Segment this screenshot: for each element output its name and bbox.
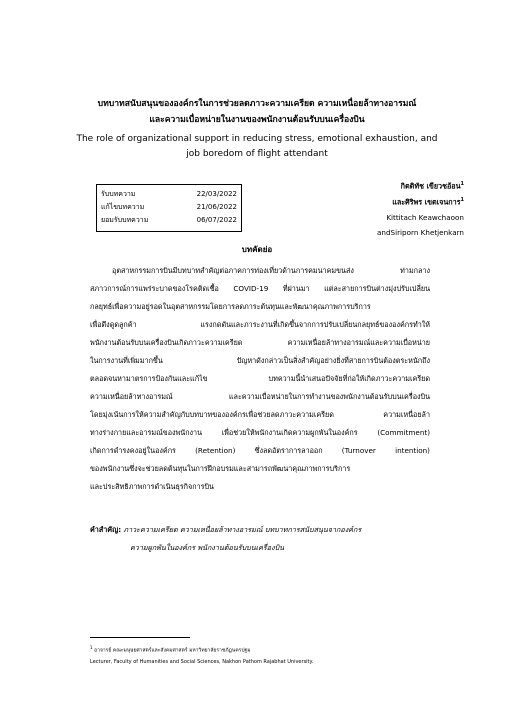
abstract-line: ในการงานที่เพิ่มมากขึ้น ปัญหาดังกล่าวเป็นสิ่งสำคัญอย่างยิ่งที่สายการบินต้องตระหนักถึง [90, 356, 430, 365]
abstract-line: พนักงานต้อนรับบนเครื่องบินเกิดภาวะความเครียด ความเหนื่อยล้าทางอารมณ์และความเบื่อหน่าย [90, 338, 430, 347]
footnote [90, 642, 313, 668]
author-thai-2 [377, 193, 464, 209]
title-thai [40, 96, 474, 128]
author-thai-1-mark: 1 [460, 181, 464, 187]
author-english-1: Kittitach Keawchaoon [386, 212, 464, 222]
abstract-line: กลยุทธ์เพื่อความอยู่รอดในอุตสาหกรรมโดยการลดภาระต้นทุนและพัฒนาคุณภาพการบริการ [90, 302, 371, 311]
date-revised-value: 21/06/2022 [196, 203, 237, 211]
author-english-2: andSiriporn Khetjenkarn [377, 227, 464, 237]
date-received-value: 22/03/2022 [196, 190, 237, 198]
keywords-text-2: ความผูกพันในองค์กร พนักงานต้อนรับบนเครื่องบิน [130, 543, 285, 552]
abstract-body [90, 262, 430, 496]
date-accepted-label: ยอมรับบทความ [101, 216, 149, 224]
title-thai-line-2: และความเบื่อหน่ายในงานของพนักงานต้อนรับบนเครื่องบิน [149, 115, 365, 125]
author-thai-2-name: และศิริพร เขตเจนการ [392, 197, 461, 207]
footnote-english: Lecturer, Faculty of Humanities and Social Sciences, Nakhon Pathom Rajabhat University. [90, 658, 314, 665]
author-thai-2-mark: 1 [460, 197, 464, 204]
footnote-thai-text: อาจารย์ คณะมนุษยศาสตร์และสังคมศาสตร์ มหาวิทยาลัยราชภัฏนครปฐม [92, 647, 251, 654]
date-received [101, 188, 237, 201]
abstract-line: อุตสาหกรรมการบินมีบทบาทสำคัญต่อภาคการท่องเที่ยวด้านการคมนาคมขนส่ง ท่ามกลาง [112, 266, 430, 275]
title-english-line-2: job boredom of flight attendant [186, 149, 328, 159]
author-thai-1 [377, 177, 464, 193]
date-accepted [101, 214, 237, 227]
abstract-line: ตลอดจนหามาตรการป้องกันและแก้ไข บทความนี้นำเสนอปัจจัยที่ก่อให้เกิดภาวะความเครียด [90, 374, 430, 383]
footnote-thai [90, 642, 313, 657]
keywords-block [90, 521, 430, 557]
author-block [377, 177, 464, 240]
article-dates-box [96, 184, 242, 232]
date-received-label: รับบทความ [101, 190, 136, 198]
abstract-line: ความเหนื่อยล้าทางอารมณ์ และความเบื่อหน่ายในการทำงานของพนักงานต้อนรับบนเครื่องบิน [90, 392, 430, 401]
abstract-heading: บทคัดย่อ [241, 245, 273, 254]
abstract-line: เกิดการดำรงคงอยู่ในองค์กร (Retention) ซึ่งลดอัตราการลาออก (Turnover intention) [90, 446, 430, 455]
footnote-rule [90, 637, 190, 638]
abstract-line: โดยมุ่งเน้นการให้ความสำคัญกับบทบาทขององค์กรเพื่อช่วยลดภาวะความเครียด ความเหนื่อยล้า [90, 410, 430, 419]
abstract-line: สภาวการณ์การแพร่ระบาดของโรคติดเชื้อ COVID-19 ที่ผ่านมา แต่ละสายการบินต่างมุ่งปรับเปลี่ยน [90, 284, 430, 293]
date-accepted-value: 06/07/2022 [196, 216, 237, 224]
date-revised-label: แก้ไขบทความ [101, 203, 145, 211]
abstract-line: และประสิทธิภาพการดำเนินธุรกิจการบิน [90, 482, 214, 491]
title-english [40, 132, 474, 162]
keywords-label: คำสำคัญ: [90, 525, 122, 534]
date-revised [101, 201, 237, 214]
title-english-line-1: The role of organizational support in reducing stress, emotional exhaustion, and [76, 134, 438, 144]
abstract-line: ของพนักงานซึ่งจะช่วยลดต้นทุนในการฝึกอบรมและสามารถพัฒนาคุณภาพการบริการ [90, 464, 351, 473]
keywords-text-1: ภาวะความเครียด ความเหนื่อยล้าทางอารมณ์ บทบาทการสนับสนุนจากองค์กร [121, 525, 362, 534]
author-thai-1-name: กิตติทัช เขียวชอ้อน [400, 181, 461, 191]
abstract-line: ทางร่างกายและอารมณ์ของพนักงาน เพื่อช่วยให้พนักงานเกิดความผูกพันในองค์กร (Commitment) [90, 428, 430, 437]
abstract-line: เพื่อดึงดูดลูกค้า แรงกดดันและภาระงานที่เกิดขึ้นจากการปรับเปลี่ยนกลยุทธ์ขององค์กรทำให้ [90, 320, 430, 329]
keywords-line-1 [90, 521, 430, 539]
footnote-mark: 1 [90, 645, 93, 650]
title-thai-line-1: บทบาทสนับสนุนขององค์กรในการช่วยลดภาวะความเครียด ความเหนื่อยล้าทางอารมณ์ [97, 99, 417, 109]
